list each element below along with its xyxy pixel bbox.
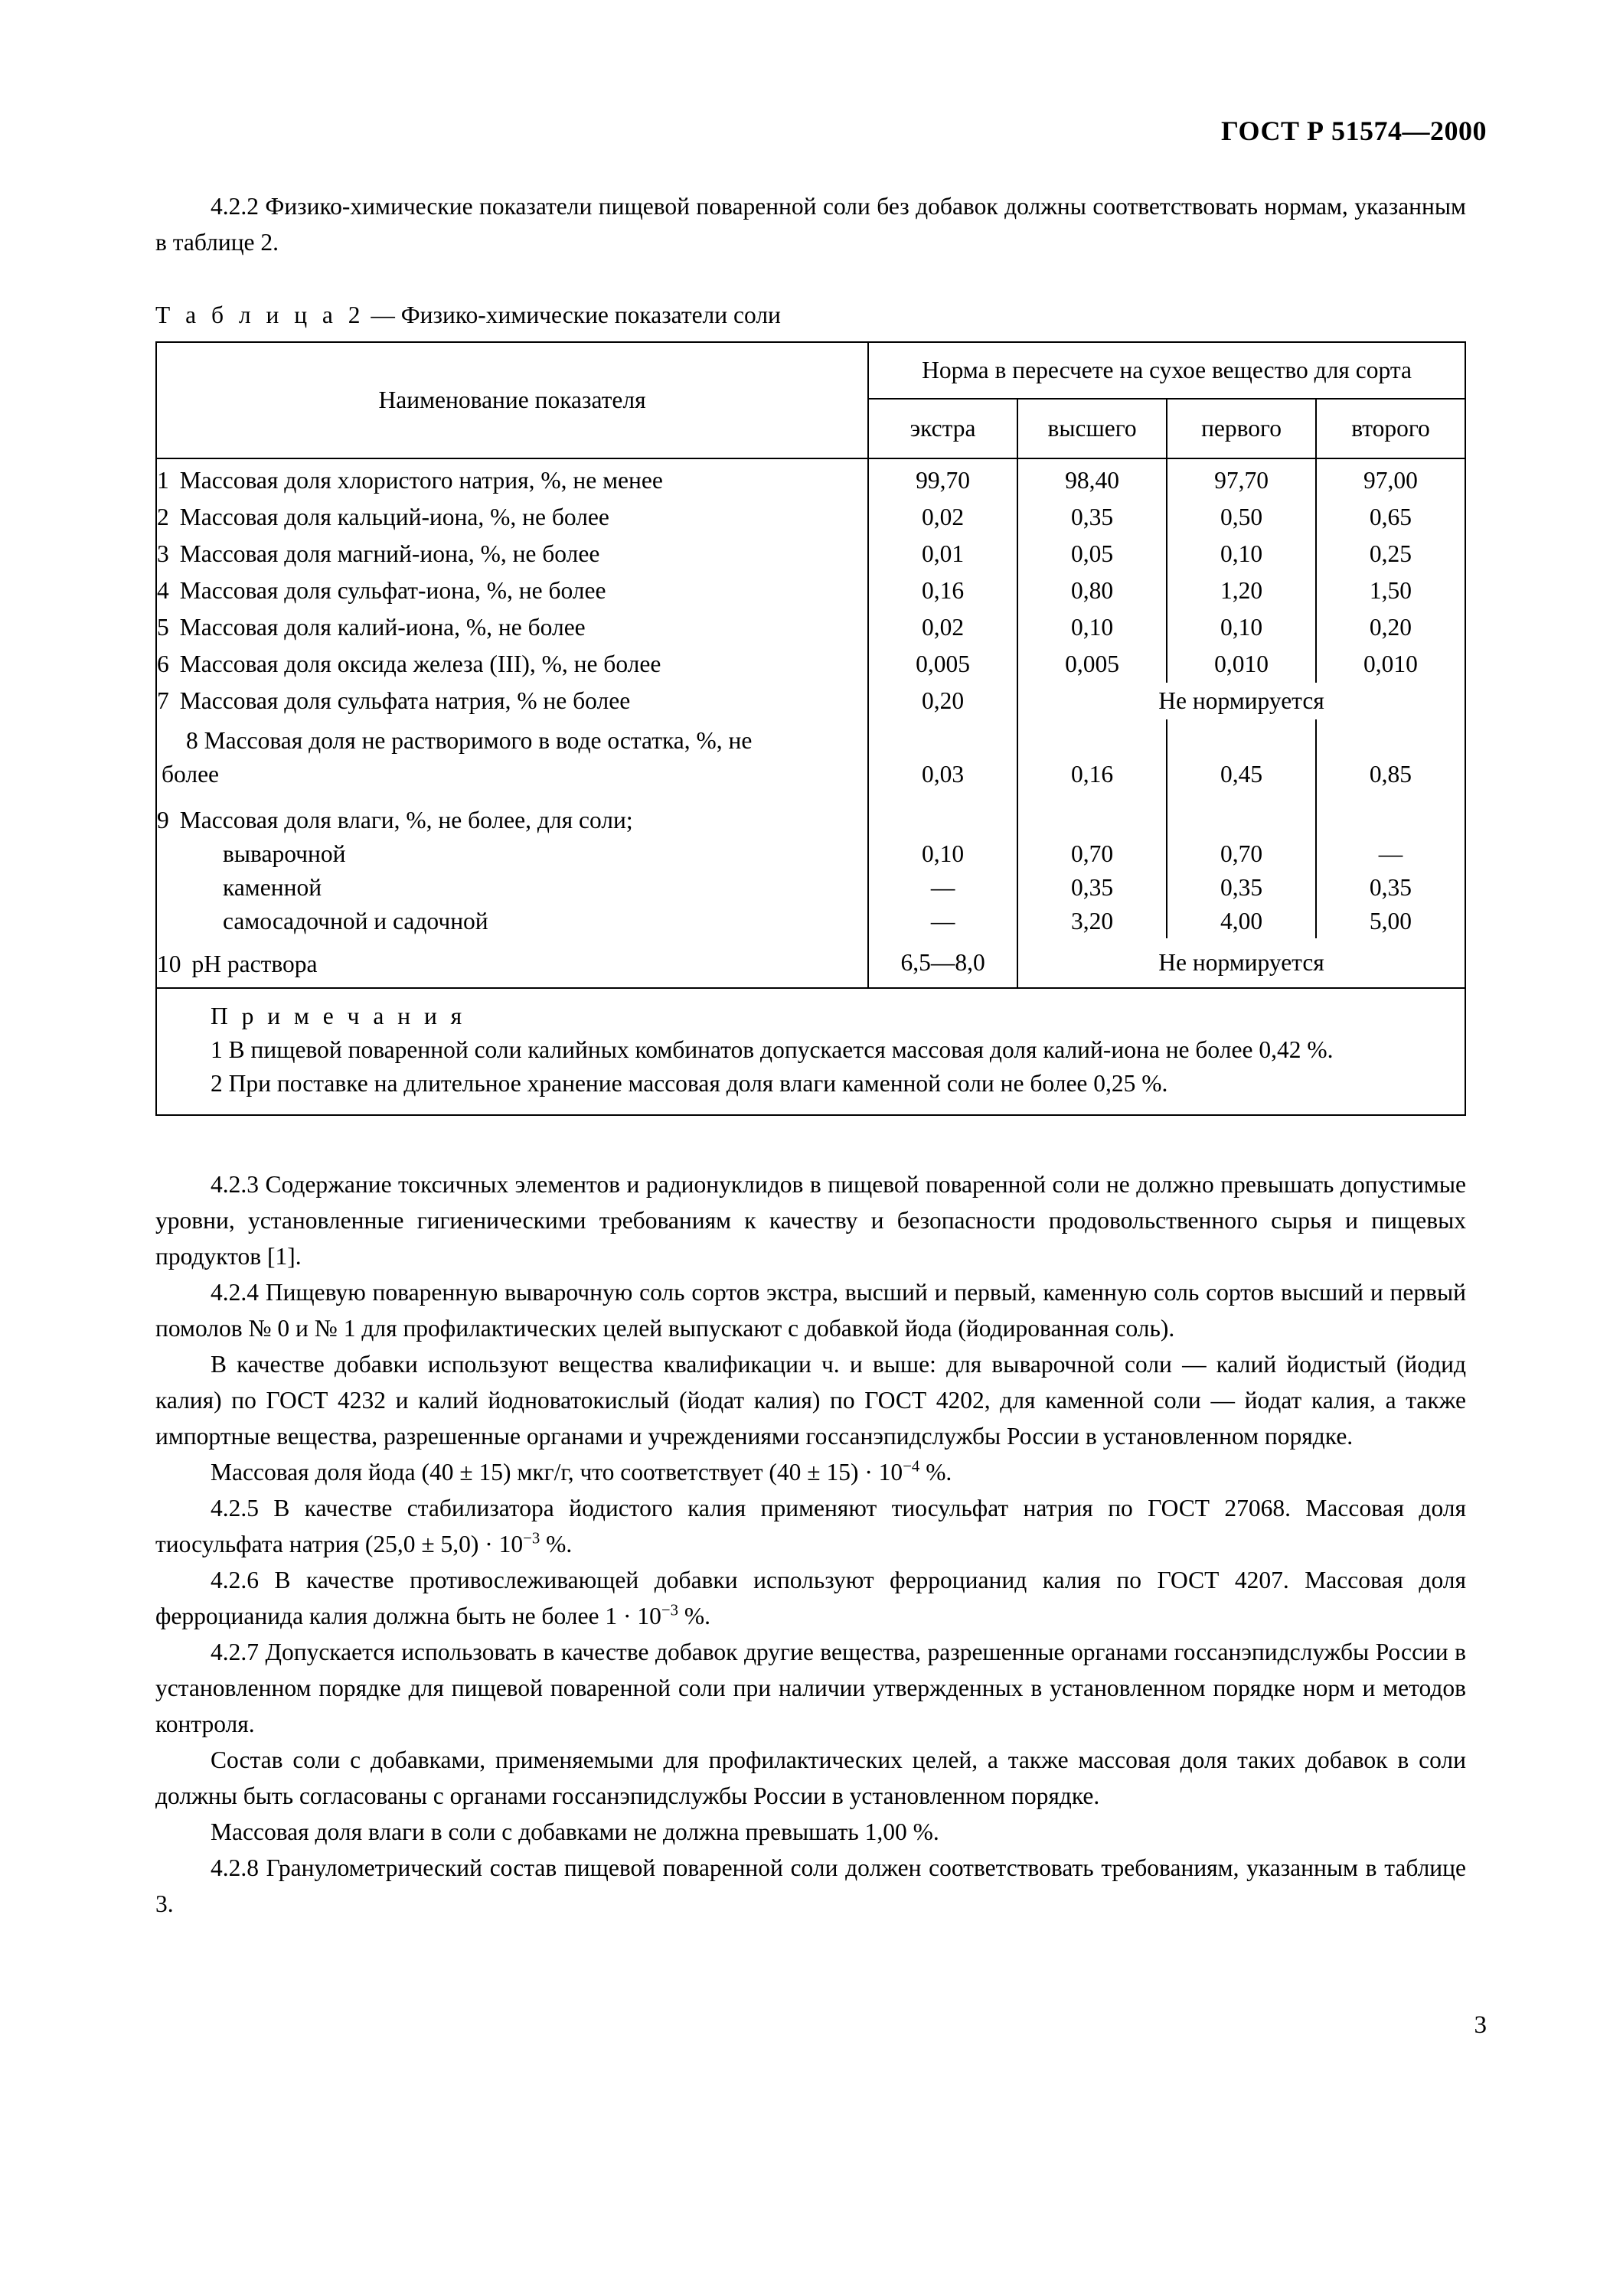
row-5-value-vysshego: 0,10	[1017, 609, 1167, 646]
row-9b-value-vysshego: 0,35	[1017, 871, 1167, 905]
row-9b-value-vtorogo: 0,35	[1316, 871, 1465, 905]
row-7-value-extra: 0,20	[868, 683, 1017, 719]
table-header-grade-vtorogo: второго	[1316, 399, 1465, 458]
page-header-standard-number: ГОСТ Р 51574—2000	[1221, 116, 1487, 146]
ferrocyanide-exponent: −3	[661, 1601, 678, 1619]
row-2-value-pervogo: 0,50	[1167, 499, 1316, 536]
row-4-value-extra: 0,16	[868, 572, 1017, 609]
row-9c-value-vysshego: 3,20	[1017, 905, 1167, 938]
row-label-4	[156, 572, 868, 609]
row-8-line-2: более	[162, 761, 220, 788]
row-9-value-vysshego-blank	[1017, 796, 1167, 837]
row-8-line-1: 8 Массовая доля не растворимого в воде остатка, %, не	[186, 727, 753, 754]
row-6-value-pervogo: 0,010	[1167, 646, 1316, 683]
row-6-value-extra: 0,005	[868, 646, 1017, 683]
table-row	[156, 499, 1465, 536]
row-number-5: 5	[157, 614, 169, 641]
thiosulfate-text-after: %.	[540, 1531, 573, 1557]
row-text-5: Массовая доля калий-иона, %, не более	[179, 614, 586, 641]
row-9a-value-vtorogo: —	[1316, 837, 1465, 871]
table-notes-title: П р и м е ч а н и я	[211, 1003, 466, 1029]
table-row	[156, 905, 1465, 938]
row-4-value-vtorogo: 1,50	[1316, 572, 1465, 609]
row-1-value-vtorogo: 97,00	[1316, 462, 1465, 499]
row-5-value-extra: 0,02	[868, 609, 1017, 646]
row-2-value-vtorogo: 0,65	[1316, 499, 1465, 536]
row-8-value-vysshego: 0,16	[1017, 719, 1167, 796]
spacer-after-table	[155, 1116, 1466, 1166]
table-header-row-group	[156, 342, 1465, 399]
row-4-value-pervogo: 1,20	[1167, 572, 1316, 609]
row-label-9	[156, 796, 868, 837]
row-9b-label: каменной	[156, 871, 868, 905]
row-9c-value-vtorogo: 5,00	[1316, 905, 1465, 938]
row-5-value-vtorogo: 0,20	[1316, 609, 1465, 646]
row-9a-value-pervogo: 0,70	[1167, 837, 1316, 871]
row-1-value-pervogo: 97,70	[1167, 462, 1316, 499]
row-label-8	[156, 719, 868, 796]
table-note-item-2: 2 При поставке на длительное хранение массовая доля влаги каменной соли не более 0,25 %.	[211, 1070, 1168, 1097]
table-notes-row	[156, 988, 1465, 1115]
row-label-1	[156, 462, 868, 499]
row-2-value-extra: 0,02	[868, 499, 1017, 536]
row-6-value-vtorogo: 0,010	[1316, 646, 1465, 683]
row-9-value-vtorogo-blank	[1316, 796, 1465, 837]
row-number-2: 2	[157, 504, 169, 530]
table-notes	[157, 989, 1465, 1114]
table-row	[156, 572, 1465, 609]
table-header-indicator-name: Наименование показателя	[156, 342, 868, 458]
table-row	[156, 796, 1465, 837]
row-9c-label: самосадочной и садочной	[156, 905, 868, 938]
table-row	[156, 609, 1465, 646]
row-number-7: 7	[157, 687, 169, 714]
row-number-3: 3	[157, 540, 169, 567]
iodine-text-before: Массовая доля йода (40 ± 15) мкг/г, что соответствует (40 ± 15) · 10	[211, 1459, 903, 1486]
table-caption-label: Т а б л и ц а 2	[155, 302, 365, 328]
row-1-value-extra: 99,70	[868, 462, 1017, 499]
row-number-10: 10	[157, 951, 181, 977]
table-row	[156, 871, 1465, 905]
iodine-exponent: −4	[903, 1457, 920, 1476]
row-2-value-vysshego: 0,35	[1017, 499, 1167, 536]
paragraph-4-2-7-moisture: Массовая доля влаги в соли с добавками не должна превышать 1,00 %.	[211, 1818, 939, 1845]
ferrocyanide-text-before: 4.2.6 В качестве противослеживающей добавки используют ферроцианид калия по ГОСТ 4207. Массовая доля ферроцианида калия должна быть не более 1 · 10	[155, 1567, 1466, 1629]
row-label-6	[156, 646, 868, 683]
row-text-4: Массовая доля сульфат-иона, %, не более	[179, 577, 606, 604]
paragraph-4-2-4: 4.2.4 Пищевую поваренную выварочную соль сортов экстра, высший и первый, каменную соль сортов высший и первый помолов № 0 и № 1 для профилактических целей выпускают с добавкой йода (йодированная соль).	[155, 1279, 1466, 1342]
row-9c-value-extra: —	[868, 905, 1017, 938]
table-row	[156, 683, 1465, 719]
iodine-text-after: %.	[919, 1459, 952, 1486]
row-10-value-extra: 6,5—8,0	[868, 938, 1017, 988]
row-text-7: Массовая доля сульфата натрия, % не более	[179, 687, 631, 714]
row-label-10	[156, 938, 868, 988]
row-number-6: 6	[157, 651, 169, 677]
paragraph-4-2-2: 4.2.2 Физико-химические показатели пищевой поваренной соли без добавок должны соответствовать нормам, указанным в таблице 2.	[155, 193, 1466, 256]
table-row	[156, 938, 1465, 988]
table-row	[156, 646, 1465, 683]
row-10-value-not-normalized: Не нормируется	[1017, 938, 1465, 988]
row-8-value-extra: 0,03	[868, 719, 1017, 796]
table-notes-cell	[156, 988, 1465, 1115]
table-header-grade-extra: экстра	[868, 399, 1017, 458]
row-8-value-pervogo: 0,45	[1167, 719, 1316, 796]
table-caption	[155, 300, 1466, 331]
row-3-value-pervogo: 0,10	[1167, 536, 1316, 572]
table-header-norm-group: Норма в пересчете на сухое вещество для сорта	[868, 342, 1465, 399]
row-9-value-extra-blank	[868, 796, 1017, 837]
table-header-grade-vysshego: высшего	[1017, 399, 1167, 458]
table-row	[156, 462, 1465, 499]
row-text-10: pH раствора	[191, 951, 318, 977]
row-text-1: Массовая доля хлористого натрия, %, не менее	[179, 467, 663, 494]
row-text-6: Массовая доля оксида железа (III), %, не более	[179, 651, 661, 677]
row-text-3: Массовая доля магний-иона, %, не более	[179, 540, 600, 567]
row-9b-value-pervogo: 0,35	[1167, 871, 1316, 905]
row-7-value-not-normalized: Не нормируется	[1017, 683, 1465, 719]
row-number-1: 1	[157, 467, 169, 494]
row-number-9: 9	[157, 807, 169, 833]
paragraph-4-2-6	[155, 1562, 1466, 1634]
row-9a-value-vysshego: 0,70	[1017, 837, 1167, 871]
table-row	[156, 719, 1465, 796]
paragraph-4-2-5	[155, 1490, 1466, 1562]
page-content	[155, 188, 1466, 1922]
row-9a-value-extra: 0,10	[868, 837, 1017, 871]
paragraph-4-2-4-additives: В качестве добавки используют вещества квалификации ч. и выше: для выварочной соли — калий йодистый (йодид калия) по ГОСТ 4232 и калий йодноватокислый (йодат калия) по ГОСТ 4202, для каменной соли — йодат калия, а также импортные вещества, разрешенные органами и учреждениями госсанэпидслужбы России в установленном порядке.	[155, 1351, 1466, 1450]
row-label-5	[156, 609, 868, 646]
thiosulfate-exponent: −3	[523, 1529, 540, 1548]
table-caption-dash: —	[364, 302, 401, 328]
row-6-value-vysshego: 0,005	[1017, 646, 1167, 683]
ferrocyanide-text-after: %.	[678, 1603, 710, 1629]
row-9-value-pervogo-blank	[1167, 796, 1316, 837]
paragraph-4-2-4-iodine-fraction	[155, 1454, 1466, 1490]
row-3-value-extra: 0,01	[868, 536, 1017, 572]
thiosulfate-text-before: 4.2.5 В качестве стабилизатора йодистого калия применяют тиосульфат натрия по ГОСТ 27068. Массовая доля тиосульфата натрия (25,0 ± 5,0) · 10	[155, 1495, 1466, 1557]
paragraph-4-2-7: 4.2.7 Допускается использовать в качестве добавок другие вещества, разрешенные органами госсанэпидслужбы России в установленном порядке для пищевой поваренной соли при наличии утвержденных в установленном порядке норм и методов контроля.	[155, 1639, 1466, 1737]
paragraph-4-2-7-composition: Состав соли с добавками, применяемыми для профилактических целей, а также массовая доля таких добавок в соли должны быть согласованы с органами госсанэпидслужбы России в установленном порядке.	[155, 1746, 1466, 1809]
row-number-4: 4	[157, 577, 169, 604]
paragraph-4-2-8: 4.2.8 Гранулометрический состав пищевой поваренной соли должен соответствовать требованиям, указанным в таблице 3.	[155, 1854, 1466, 1917]
page-number: 3	[1474, 2011, 1487, 2039]
row-9a-label: выварочной	[156, 837, 868, 871]
row-label-3	[156, 536, 868, 572]
row-9c-value-pervogo: 4,00	[1167, 905, 1316, 938]
row-text-9: Массовая доля влаги, %, не более, для соли;	[179, 807, 633, 833]
table-note-item-1: 1 В пищевой поваренной соли калийных комбинатов допускается массовая доля калий-иона не более 0,42 %.	[211, 1036, 1334, 1063]
row-8-value-vtorogo: 0,85	[1316, 719, 1465, 796]
table-row	[156, 837, 1465, 871]
row-label-2	[156, 499, 868, 536]
table-header-grade-pervogo: первого	[1167, 399, 1316, 458]
table-row	[156, 536, 1465, 572]
row-4-value-vysshego: 0,80	[1017, 572, 1167, 609]
row-label-7	[156, 683, 868, 719]
row-1-value-vysshego: 98,40	[1017, 462, 1167, 499]
paragraph-4-2-3: 4.2.3 Содержание токсичных элементов и радионуклидов в пищевой поваренной соли не должно превышать допустимые уровни, установленные гигиеническими требованиям к качеству и безопасности продовольственного сырья и пищевых продуктов [1].	[155, 1171, 1466, 1270]
row-5-value-pervogo: 0,10	[1167, 609, 1316, 646]
row-text-2: Массовая доля кальций-иона, %, не более	[179, 504, 609, 530]
table-caption-title: Физико-химические показатели соли	[400, 302, 781, 328]
row-9b-value-extra: —	[868, 871, 1017, 905]
row-3-value-vysshego: 0,05	[1017, 536, 1167, 572]
row-3-value-vtorogo: 0,25	[1316, 536, 1465, 572]
physicochemical-indicators-table	[155, 341, 1466, 1116]
